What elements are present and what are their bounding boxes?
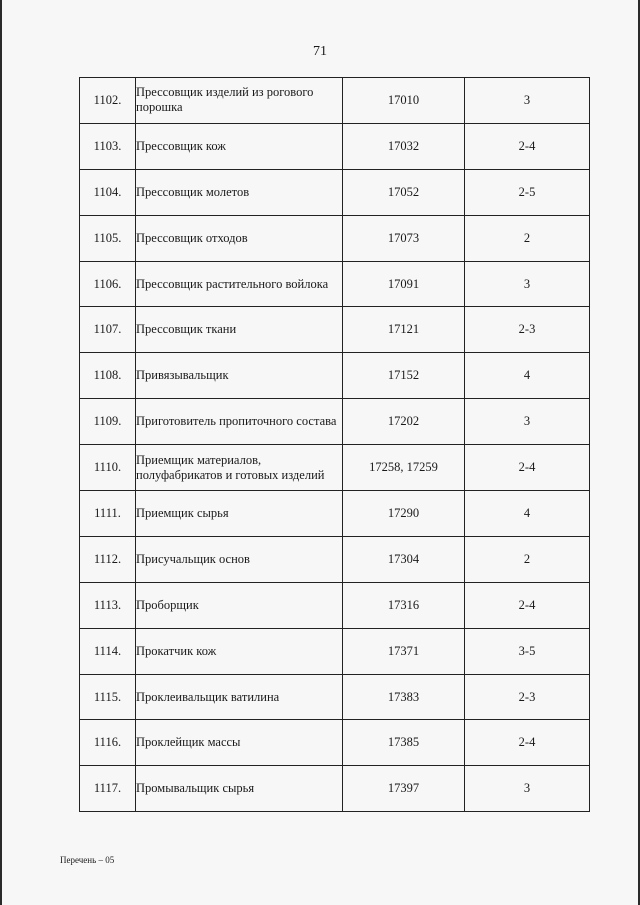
grade-range: 3	[465, 78, 590, 124]
row-number: 1116.	[80, 720, 136, 766]
row-number: 1102.	[80, 78, 136, 124]
profession-table	[79, 77, 590, 812]
profession-code: 17316	[343, 582, 465, 628]
profession-name: Присучальщик основ	[136, 536, 343, 582]
profession-code: 17032	[343, 123, 465, 169]
profession-code: 17121	[343, 307, 465, 353]
row-number: 1108.	[80, 353, 136, 399]
row-number: 1107.	[80, 307, 136, 353]
table-row	[80, 78, 590, 124]
profession-name: Проборщик	[136, 582, 343, 628]
table-row	[80, 766, 590, 812]
profession-name: Прессовщик кож	[136, 123, 343, 169]
profession-code: 17383	[343, 674, 465, 720]
profession-code: 17385	[343, 720, 465, 766]
table-row	[80, 628, 590, 674]
table-row	[80, 169, 590, 215]
row-number: 1103.	[80, 123, 136, 169]
table-row	[80, 445, 590, 491]
profession-code: 17073	[343, 215, 465, 261]
profession-name: Прессовщик отходов	[136, 215, 343, 261]
table-row	[80, 261, 590, 307]
footer-note: Перечень – 05	[60, 855, 115, 865]
grade-range: 2-4	[465, 123, 590, 169]
grade-range: 2-5	[465, 169, 590, 215]
grade-range: 2	[465, 536, 590, 582]
row-number: 1106.	[80, 261, 136, 307]
grade-range: 2-3	[465, 307, 590, 353]
row-number: 1117.	[80, 766, 136, 812]
profession-code: 17304	[343, 536, 465, 582]
scan-border-left	[0, 0, 2, 905]
row-number: 1104.	[80, 169, 136, 215]
row-number: 1110.	[80, 445, 136, 491]
profession-name: Проклейщик массы	[136, 720, 343, 766]
profession-code: 17091	[343, 261, 465, 307]
profession-name: Приготовитель пропиточного состава	[136, 399, 343, 445]
profession-code: 17371	[343, 628, 465, 674]
profession-name: Прессовщик изделий из рогового порошка	[136, 78, 343, 124]
profession-code: 17397	[343, 766, 465, 812]
table-row	[80, 674, 590, 720]
grade-range: 3	[465, 261, 590, 307]
table-row	[80, 215, 590, 261]
table-row	[80, 582, 590, 628]
profession-code: 17258, 17259	[343, 445, 465, 491]
row-number: 1109.	[80, 399, 136, 445]
table-row	[80, 491, 590, 537]
table-row	[80, 399, 590, 445]
profession-name: Прессовщик молетов	[136, 169, 343, 215]
grade-range: 4	[465, 491, 590, 537]
table-row	[80, 720, 590, 766]
row-number: 1105.	[80, 215, 136, 261]
profession-code: 17052	[343, 169, 465, 215]
table-body	[80, 78, 590, 812]
table-row	[80, 353, 590, 399]
profession-name: Проклеивальщик ватилина	[136, 674, 343, 720]
profession-name: Прессовщик ткани	[136, 307, 343, 353]
grade-range: 2	[465, 215, 590, 261]
profession-code: 17152	[343, 353, 465, 399]
table-row	[80, 123, 590, 169]
table-row	[80, 536, 590, 582]
profession-name: Прокатчик кож	[136, 628, 343, 674]
profession-name: Привязывальщик	[136, 353, 343, 399]
profession-name: Приемщик сырья	[136, 491, 343, 537]
profession-code: 17290	[343, 491, 465, 537]
row-number: 1113.	[80, 582, 136, 628]
profession-code: 17010	[343, 78, 465, 124]
page-number: 71	[313, 44, 327, 59]
row-number: 1112.	[80, 536, 136, 582]
grade-range: 3	[465, 399, 590, 445]
profession-name: Прессовщик растительного войлока	[136, 261, 343, 307]
table-row	[80, 307, 590, 353]
grade-range: 2-4	[465, 720, 590, 766]
row-number: 1115.	[80, 674, 136, 720]
grade-range: 2-3	[465, 674, 590, 720]
grade-range: 2-4	[465, 445, 590, 491]
row-number: 1111.	[80, 491, 136, 537]
grade-range: 3	[465, 766, 590, 812]
grade-range: 4	[465, 353, 590, 399]
grade-range: 2-4	[465, 582, 590, 628]
grade-range: 3-5	[465, 628, 590, 674]
profession-name: Приемщик материалов, полуфабрикатов и готовых изделий	[136, 445, 343, 491]
profession-code: 17202	[343, 399, 465, 445]
profession-name: Промывальщик сырья	[136, 766, 343, 812]
row-number: 1114.	[80, 628, 136, 674]
